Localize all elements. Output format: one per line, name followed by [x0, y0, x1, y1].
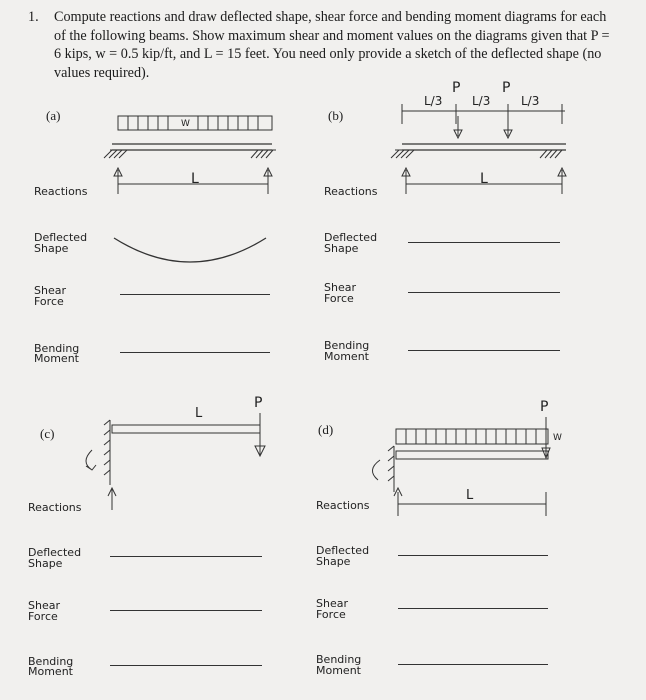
fig-b-span-3: L/3	[521, 94, 540, 108]
c-bending-label-1: Bending	[28, 655, 74, 668]
c-bending-label-2: Moment	[28, 665, 73, 678]
fig-a-span-label: L	[191, 171, 199, 187]
a-shear-label-2: Force	[34, 295, 64, 308]
fig-a-load-label: W	[181, 119, 190, 129]
c-moment-answer-line[interactable]	[110, 665, 262, 666]
a-shear-label-1: Shear	[34, 284, 66, 297]
fig-b-span-2: L/3	[472, 94, 491, 108]
d-deflected-label-2: Shape	[316, 555, 351, 568]
b-moment-answer-line[interactable]	[408, 350, 560, 351]
d-moment-answer-line[interactable]	[398, 664, 548, 665]
d-shear-label-2: Force	[316, 608, 346, 621]
a-bending-label-1: Bending	[34, 342, 80, 355]
fig-b-load-2: P	[502, 80, 511, 96]
fig-d-span-label: L	[466, 488, 474, 503]
a-moment-answer-line[interactable]	[120, 352, 270, 353]
b-bending-label-2: Moment	[324, 350, 369, 363]
b-shear-label-1: Shear	[324, 281, 356, 294]
a-shear-answer-line[interactable]	[120, 294, 270, 295]
b-reactions-label: Reactions	[324, 185, 378, 198]
b-shear-label-2: Force	[324, 292, 354, 305]
fig-d-distributed-load	[396, 429, 548, 444]
fig-b-load-1: P	[452, 80, 461, 96]
a-bending-label-2: Moment	[34, 352, 79, 365]
d-bending-label-1: Bending	[316, 653, 362, 666]
fig-a-right-support	[251, 150, 276, 158]
fig-a-left-support	[104, 150, 128, 158]
part-c-label: (c)	[40, 426, 55, 441]
fig-b-span-label: L	[480, 171, 488, 187]
b-deflected-answer-line[interactable]	[408, 242, 560, 243]
d-deflected-label-1: Deflected	[316, 544, 370, 557]
c-shear-label-1: Shear	[28, 599, 60, 612]
b-shear-answer-line[interactable]	[408, 292, 560, 293]
fig-c-span-label: L	[195, 406, 203, 421]
fig-c-load-label: P	[254, 395, 263, 411]
b-deflected-label-2: Shape	[324, 242, 359, 255]
part-d-label: (d)	[318, 422, 334, 437]
problem-text: Compute reactions and draw deflected shape, shear force and bending moment diagrams for each of the following beams. Show maximum shear and moment values on the diagrams given that P = 6 kips, w = 0.5 kip/ft, and L = 15 feet. You need only provide a sketch of the deflected shape (no values required).	[54, 9, 610, 81]
fig-a-distributed-load	[118, 116, 272, 130]
fig-d-w-label: W	[553, 433, 562, 443]
b-deflected-label-1: Deflected	[324, 231, 378, 244]
d-bending-label-2: Moment	[316, 664, 361, 677]
c-shear-label-2: Force	[28, 610, 58, 623]
fig-d-beam	[396, 451, 548, 459]
a-deflected-label-2: Shape	[34, 242, 69, 255]
d-shear-answer-line[interactable]	[398, 608, 548, 609]
a-deflected-label-1: Deflected	[34, 231, 88, 244]
fig-d-load-label: P	[540, 399, 549, 415]
c-deflected-label-1: Deflected	[28, 546, 82, 559]
b-bending-label-1: Bending	[324, 339, 370, 352]
d-reactions-label: Reactions	[316, 499, 370, 512]
part-b-label: (b)	[328, 108, 344, 123]
d-shear-label-1: Shear	[316, 597, 348, 610]
fig-a-deflected-curve	[114, 238, 266, 262]
part-a-label: (a)	[46, 108, 61, 123]
c-reactions-label: Reactions	[28, 501, 82, 514]
fig-b-span-1: L/3	[424, 94, 443, 108]
c-deflected-label-2: Shape	[28, 557, 63, 570]
c-shear-answer-line[interactable]	[110, 610, 262, 611]
c-deflected-answer-line[interactable]	[110, 556, 262, 557]
a-reactions-label: Reactions	[34, 185, 88, 198]
d-deflected-answer-line[interactable]	[398, 555, 548, 556]
problem-number: 1.	[28, 9, 39, 25]
fig-c-beam	[112, 425, 260, 433]
